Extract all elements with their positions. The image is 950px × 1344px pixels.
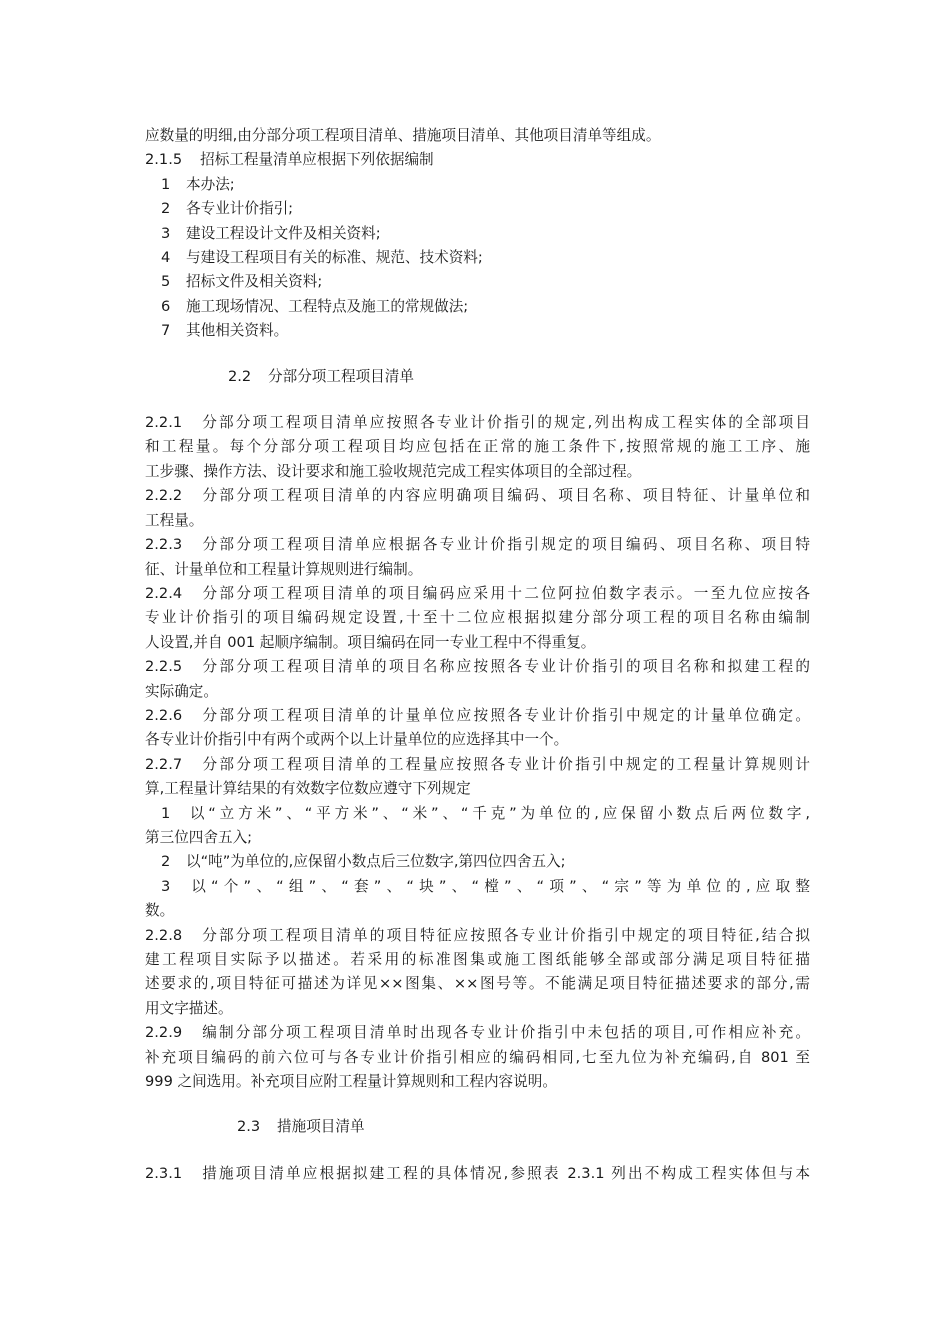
clause-2-2-3	[145, 533, 810, 557]
item-text: 以“吨”为单位的,应保留小数点后三位数字,第四位四舍五入;	[186, 853, 566, 871]
clause-text: 和工程量。每个分部分项工程项目均应包括在正常的施工条件下,按照常规的施工工序、施	[145, 438, 810, 456]
item-text: 本办法;	[186, 175, 235, 193]
intro-line: 应数量的明细,由分部分项工程项目清单、措施项目清单、其他项目清单等组成。	[145, 127, 661, 144]
clause-2-2-8	[145, 924, 810, 948]
item-number: 3	[161, 224, 171, 242]
clause-number: 2.2.5	[145, 658, 183, 676]
clause-text: 措施项目清单应根据拟建工程的具体情况,参照表 2.3.1 列出不构成工程实体但与本	[200, 1164, 810, 1182]
list-item	[145, 246, 810, 270]
clause-number: 2.1.5	[145, 151, 183, 169]
item-number: 3	[161, 877, 171, 895]
clause-text: 分部分项工程项目清单应根据各专业计价指引规定的项目编码、项目名称、项目特	[200, 536, 810, 554]
clause-text: 分部分项工程项目清单的工程量应按照各专业计价指引中规定的工程量计算规则计	[200, 755, 810, 773]
item-number: 1	[161, 175, 171, 193]
item-text: 建设工程设计文件及相关资料;	[186, 224, 381, 242]
document-page	[145, 124, 810, 1186]
clause-2-2-6	[145, 704, 810, 728]
clause-number: 2.2.3	[145, 536, 183, 554]
clause-number: 2.2.6	[145, 706, 183, 724]
item-text: 各专业计价指引;	[186, 200, 294, 218]
clause-text: 用文字描述。	[145, 999, 233, 1017]
clause-number: 2.3.1	[145, 1164, 183, 1182]
section-title: 措施项目清单	[277, 1118, 365, 1136]
clause-text: 分部分项工程项目清单的项目编码应采用十二位阿拉伯数字表示。一至九位应按各	[200, 584, 810, 602]
list-item	[145, 270, 810, 294]
section-title: 分部分项工程项目清单	[268, 367, 414, 385]
clause-2-2-1	[145, 411, 810, 435]
clause-text: 999 之间选用。补充项目应附工程量计算规则和工程内容说明。	[145, 1073, 557, 1091]
clause-number: 2.2.2	[145, 487, 183, 505]
list-item	[145, 197, 810, 221]
item-text: 数。	[145, 902, 175, 920]
item-text: 其他相关资料。	[186, 322, 289, 340]
list-item	[145, 850, 810, 874]
clause-text: 建工程项目实际予以描述。若采用的标准图集或施工图纸能够全部或部分满足项目特征描	[145, 951, 810, 968]
item-number: 1	[161, 804, 171, 822]
item-number: 7	[161, 322, 171, 340]
section-number: 2.2	[228, 367, 252, 385]
item-text: 以“立方米”、“平方米”、“米”、“千克”为单位的,应保留小数点后两位数字,	[186, 804, 810, 822]
clause-text: 分部分项工程项目清单的内容应明确项目编码、项目名称、项目特征、计量单位和	[200, 487, 810, 505]
section-number: 2.3	[237, 1118, 261, 1136]
clause-number: 2.2.8	[145, 926, 183, 944]
section-heading-2-3	[145, 1115, 810, 1139]
clause-text: 分部分项工程项目清单的项目特征应按照各专业计价指引中规定的项目特征,结合拟	[200, 926, 810, 944]
clause-text: 分部分项工程项目清单的计量单位应按照各专业计价指引中规定的计量单位确定。	[200, 706, 810, 724]
clause-2-2-4	[145, 582, 810, 606]
clause-number: 2.2.9	[145, 1024, 183, 1042]
clause-text: 人设置,并自 001 起顺序编制。项目编码在同一专业工程中不得重复。	[145, 633, 596, 651]
item-text: 以“个”、“组”、“套”、“块”、“樘”、“项”、“宗”等为单位的,应取整	[186, 877, 810, 895]
clause-text: 算,工程量计算结果的有效数字位数应遵守下列规定	[145, 780, 471, 798]
clause-number: 2.2.4	[145, 584, 183, 602]
clause-text: 专业计价指引的项目编码规定设置,十至十二位应根据拟建分部分项工程的项目名称由编制	[145, 609, 810, 627]
item-text: 招标文件及相关资料;	[186, 273, 323, 291]
list-item	[145, 802, 810, 826]
clause-text: 述要求的,项目特征可描述为详见××图集、××图号等。不能满足项目特征描述要求的部分,需	[145, 975, 810, 993]
item-number: 5	[161, 273, 171, 291]
list-item	[145, 319, 810, 343]
list-item	[145, 222, 810, 246]
list-item	[145, 295, 810, 319]
clause-title: 招标工程量清单应根据下列依据编制	[200, 151, 434, 169]
clause-number: 2.2.7	[145, 755, 183, 773]
item-number: 4	[161, 249, 171, 267]
clause-text: 征、计量单位和工程量计算规则进行编制。	[145, 560, 423, 578]
list-item	[145, 875, 810, 899]
clause-2-2-5	[145, 655, 810, 679]
clause-number: 2.2.1	[145, 414, 183, 432]
list-item	[145, 173, 810, 197]
item-number: 2	[161, 853, 171, 871]
item-number: 6	[161, 297, 171, 315]
clause-text: 分部分项工程项目清单应按照各专业计价指引的规定,列出构成工程实体的全部项目	[200, 414, 810, 432]
clause-2-2-2	[145, 484, 810, 508]
clause-2-3-1	[145, 1162, 810, 1186]
clause-text: 补充项目编码的前六位可与各专业计价指引相应的编码相同,七至九位为补充编码,自 801 至	[145, 1048, 810, 1066]
section-heading-2-2	[145, 365, 810, 389]
item-text: 第三位四舍五入;	[145, 828, 253, 846]
clause-2-2-7	[145, 753, 810, 777]
item-text: 与建设工程项目有关的标准、规范、技术资料;	[186, 249, 483, 267]
clause-text: 工步骤、操作方法、设计要求和施工验收规范完成工程实体项目的全部过程。	[145, 462, 642, 480]
clause-text: 编制分部分项工程项目清单时出现各专业计价指引中未包括的项目,可作相应补充。	[200, 1024, 810, 1042]
clause-2-1-5	[145, 148, 810, 172]
item-number: 2	[161, 200, 171, 218]
clause-text: 实际确定。	[145, 682, 218, 700]
clause-2-2-9	[145, 1021, 810, 1045]
clause-text: 分部分项工程项目清单的项目名称应按照各专业计价指引的项目名称和拟建工程的	[200, 658, 810, 676]
clause-text: 工程量。	[145, 511, 204, 529]
clause-text: 各专业计价指引中有两个或两个以上计量单位的应选择其中一个。	[145, 731, 569, 749]
item-text: 施工现场情况、工程特点及施工的常规做法;	[186, 297, 469, 315]
